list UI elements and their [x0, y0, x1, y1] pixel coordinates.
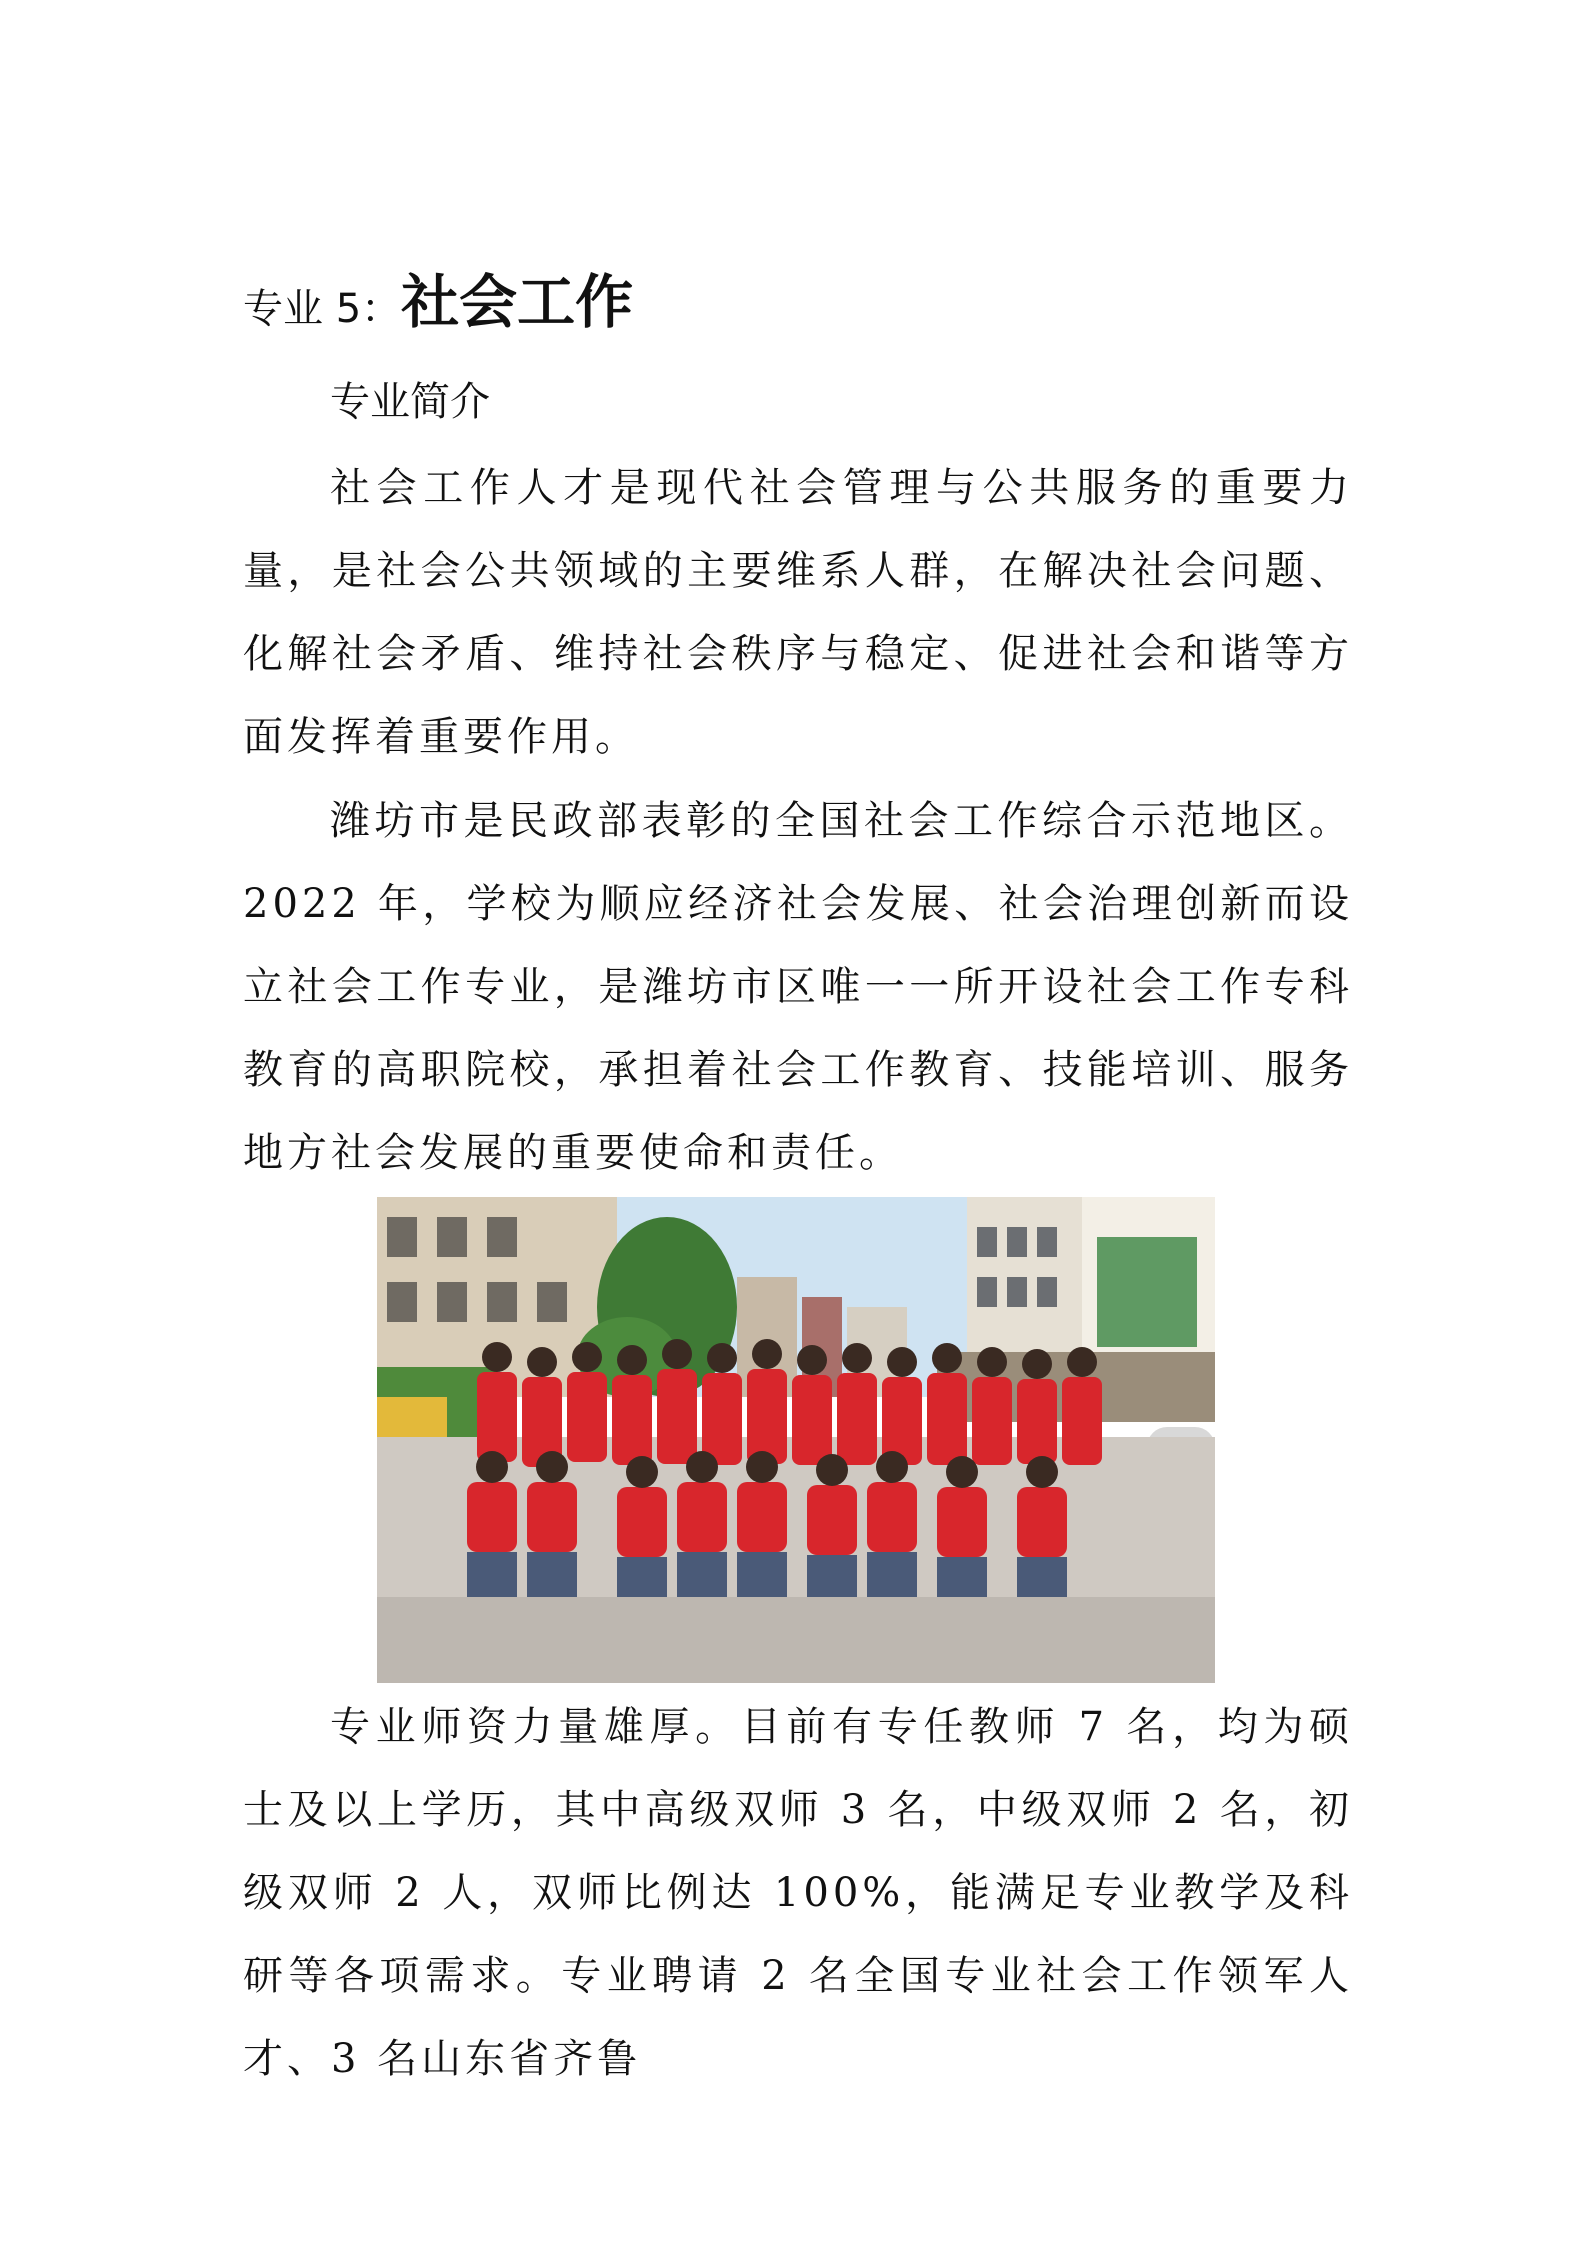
- section-heading: [243, 255, 633, 335]
- paragraph-3: 专业师资力量雄厚。目前有专任教师 7 名，均为硕士及以上学历，其中高级双师 3 名，中级双师 2 名，初级双师 2 人，双师比例达 100%，能满足专业教学及科研等各项需求。专业聘请 2 名全国专业社会工作领军人才、3 名山东省齐鲁: [243, 1704, 1353, 2082]
- heading-title: 社会工作: [401, 268, 634, 336]
- group-photo-icon: [377, 1197, 1215, 1683]
- paragraph-1: 社会工作人才是现代社会管理与公共服务的重要力量，是社会公共领域的主要维系人群，在解决社会问题、化解社会矛盾、维持社会秩序与稳定、促进社会和谐等方面发挥着重要作用。: [243, 465, 1353, 760]
- heading-prefix: 专业 5：: [243, 286, 402, 332]
- paragraph-2: 潍坊市是民政部表彰的全国社会工作综合示范地区。2022 年，学校为顺应经济社会发展、社会治理创新而设立社会工作专业，是潍坊市区唯一一所开设社会工作专科教育的高职院校，承担着社会工作教育、技能培训、服务地方社会发展的重要使命和责任。: [243, 798, 1353, 1176]
- subheading-intro: 专业简介: [330, 379, 490, 425]
- group-photo: [377, 1197, 1215, 1683]
